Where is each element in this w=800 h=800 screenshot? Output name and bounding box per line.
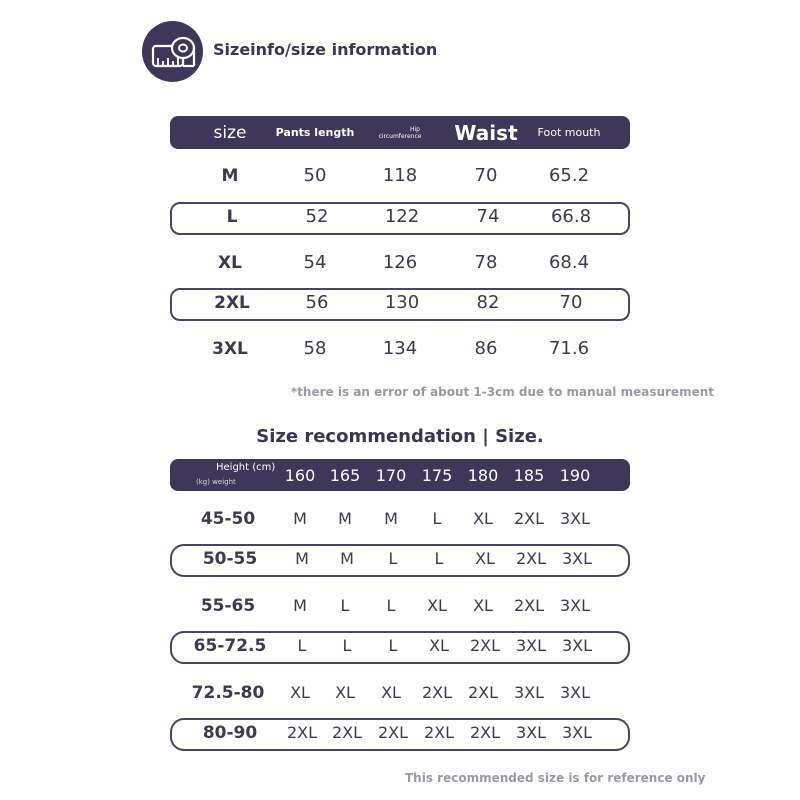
cell-size: 3XL <box>559 596 591 615</box>
cell-size: 3XL <box>212 338 248 359</box>
page-title: Sizeinfo/size information <box>213 40 438 59</box>
cell-foot-mouth: 68.4 <box>548 252 590 273</box>
table-row <box>170 544 630 577</box>
cell-size: M <box>338 509 352 528</box>
cell-size: 2XL <box>515 549 547 568</box>
table-row <box>170 676 630 709</box>
corner-height-label: Height (cm) <box>216 462 276 473</box>
cell-size: L <box>434 549 444 568</box>
cell-size: L <box>388 549 398 568</box>
cell-size: L <box>340 596 350 615</box>
cell-size: 3XL <box>515 636 547 655</box>
table-row <box>170 332 630 365</box>
cell-waist: 70 <box>474 165 498 186</box>
reference-note: This recommended size is for reference only <box>405 771 706 785</box>
cell-weight: 55-65 <box>200 595 256 616</box>
col-foot-mouth: Foot mouth <box>537 126 601 139</box>
cell-pants-length: 50 <box>303 165 327 186</box>
cell-size: L <box>226 206 238 227</box>
cell-size: 2XL <box>469 636 501 655</box>
cell-foot-mouth: 65.2 <box>548 165 590 186</box>
cell-size: 3XL <box>559 683 591 702</box>
cell-size: XL <box>218 252 242 273</box>
corner-weight-label: (kg) weight <box>196 478 236 486</box>
col-hip-circumference <box>379 116 422 149</box>
cell-size: XL <box>335 683 355 702</box>
height-col: 190 <box>559 465 591 485</box>
table-row <box>170 718 630 751</box>
cell-weight: 65-72.5 <box>193 635 267 656</box>
cell-hip: 134 <box>382 338 418 359</box>
cell-waist: 82 <box>476 292 500 313</box>
cell-pants-length: 54 <box>303 252 327 273</box>
cell-size: L <box>386 596 396 615</box>
cell-hip: 126 <box>382 252 418 273</box>
table-row <box>170 288 630 321</box>
table-row <box>170 202 630 235</box>
table-row <box>170 589 630 622</box>
col-pants-length: Pants length <box>275 126 355 139</box>
cell-waist: 78 <box>474 252 498 273</box>
height-col: 170 <box>375 465 407 485</box>
cell-size: L <box>297 636 307 655</box>
cell-hip: 130 <box>384 292 420 313</box>
cell-size: XL <box>381 683 401 702</box>
height-col: 165 <box>329 465 361 485</box>
cell-size: M <box>293 596 307 615</box>
cell-size: 2XL <box>214 292 250 313</box>
cell-pants-length: 58 <box>303 338 327 359</box>
cell-size: XL <box>473 509 493 528</box>
cell-size: M <box>293 509 307 528</box>
col-hip-top: Hip <box>410 125 420 133</box>
cell-size: 2XL <box>469 723 501 742</box>
cell-size: L <box>432 509 442 528</box>
height-col: 185 <box>513 465 545 485</box>
table-row <box>170 502 630 535</box>
recommendation-header <box>170 459 630 491</box>
table-row <box>170 159 630 192</box>
cell-size: 2XL <box>331 723 363 742</box>
size-table-header <box>170 116 630 149</box>
cell-size: L <box>388 636 398 655</box>
cell-foot-mouth: 70 <box>559 292 583 313</box>
cell-weight: 45-50 <box>200 508 256 529</box>
cell-foot-mouth: 71.6 <box>548 338 590 359</box>
cell-size: M <box>221 165 239 186</box>
col-waist: Waist <box>454 120 518 145</box>
cell-size: XL <box>475 549 495 568</box>
cell-size: 2XL <box>513 596 545 615</box>
cell-size: 2XL <box>467 683 499 702</box>
cell-size: 3XL <box>559 509 591 528</box>
cell-foot-mouth: 66.8 <box>550 206 592 227</box>
cell-weight: 50-55 <box>202 548 258 569</box>
col-hip-bottom: circumference <box>378 132 422 140</box>
cell-hip: 118 <box>382 165 418 186</box>
cell-size: 2XL <box>513 509 545 528</box>
tape-measure-icon <box>149 34 197 70</box>
cell-pants-length: 56 <box>305 292 329 313</box>
cell-size: M <box>384 509 398 528</box>
cell-size: XL <box>427 596 447 615</box>
cell-size: 3XL <box>515 723 547 742</box>
measurement-note: *there is an error of about 1-3cm due to manual measurement <box>290 385 714 399</box>
height-col: 160 <box>284 465 316 485</box>
recommendation-title: Size recommendation | Size. <box>256 426 544 447</box>
cell-size: 2XL <box>377 723 409 742</box>
col-size: size <box>213 122 247 143</box>
cell-size: XL <box>290 683 310 702</box>
cell-waist: 86 <box>474 338 498 359</box>
height-col: 180 <box>467 465 499 485</box>
cell-size: M <box>295 549 309 568</box>
cell-hip: 122 <box>384 206 420 227</box>
cell-size: XL <box>473 596 493 615</box>
cell-size: XL <box>429 636 449 655</box>
cell-size: 2XL <box>286 723 318 742</box>
cell-waist: 74 <box>476 206 500 227</box>
cell-weight: 80-90 <box>202 722 258 743</box>
cell-pants-length: 52 <box>305 206 329 227</box>
table-row <box>170 631 630 664</box>
height-col: 175 <box>421 465 453 485</box>
cell-size: 3XL <box>561 636 593 655</box>
cell-size: M <box>340 549 354 568</box>
cell-size: 3XL <box>561 549 593 568</box>
cell-size: 3XL <box>513 683 545 702</box>
cell-size: 2XL <box>423 723 455 742</box>
cell-size: L <box>342 636 352 655</box>
cell-size: 3XL <box>561 723 593 742</box>
cell-size: 2XL <box>421 683 453 702</box>
table-row <box>170 246 630 279</box>
brand-logo <box>142 21 203 82</box>
cell-weight: 72.5-80 <box>191 682 265 703</box>
